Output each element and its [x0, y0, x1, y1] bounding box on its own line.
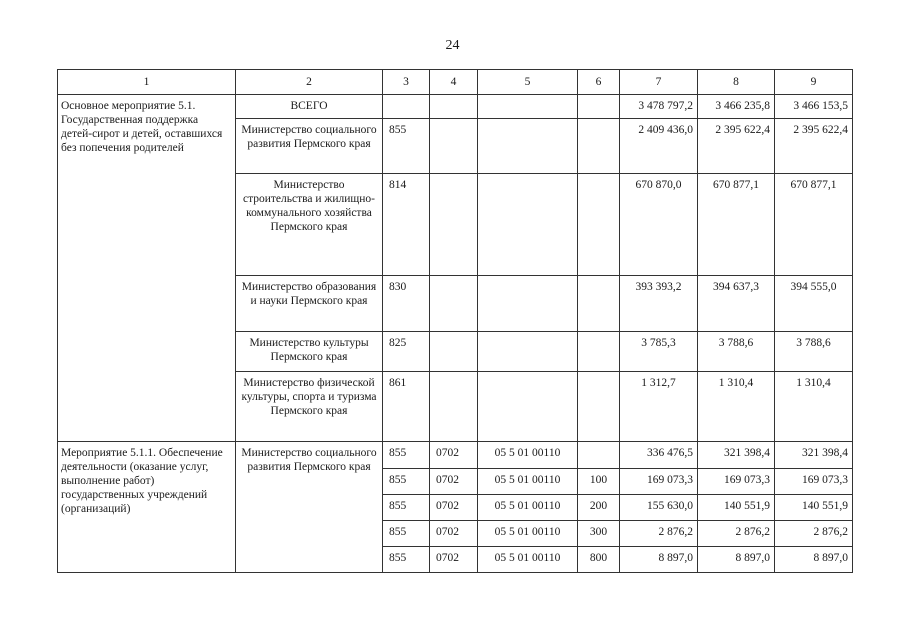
- cell-value: 140 551,9: [698, 495, 775, 521]
- cell-section: 0702: [430, 547, 478, 573]
- cell-ministry: Министерство физической культуры, спорта и туризма Пермского края: [236, 372, 383, 442]
- budget-table: [57, 69, 853, 573]
- cell-empty: [578, 174, 620, 276]
- cell-code: 855: [383, 469, 430, 495]
- cell-value: 169 073,3: [775, 469, 853, 495]
- cell-code: 814: [383, 174, 430, 276]
- cell-ministry: ВСЕГО: [236, 95, 383, 119]
- cell-ministry: Министерство культуры Пермского края: [236, 332, 383, 372]
- cell-empty: [478, 95, 578, 119]
- table-row: [58, 95, 853, 119]
- cell-ministry: Министерство образования и науки Пермского края: [236, 276, 383, 332]
- cell-code: 855: [383, 547, 430, 573]
- cell-value: 321 398,4: [775, 442, 853, 469]
- cell-value: 8 897,0: [698, 547, 775, 573]
- cell-value: 670 870,0: [620, 174, 698, 276]
- cell-code: 825: [383, 332, 430, 372]
- cell-ministry: Министерство строительства и жилищно-коммунального хозяйства Пермского края: [236, 174, 383, 276]
- cell-expense-type: [578, 442, 620, 469]
- cell-section: 0702: [430, 442, 478, 469]
- cell-section: 0702: [430, 521, 478, 547]
- header-cell: 3: [383, 70, 430, 95]
- cell-value: 2 409 436,0: [620, 119, 698, 174]
- cell-target-article: 05 5 01 00110: [478, 442, 578, 469]
- cell-code: 861: [383, 372, 430, 442]
- cell-value: 3 466 235,8: [698, 95, 775, 119]
- cell-code: 830: [383, 276, 430, 332]
- cell-target-article: 05 5 01 00110: [478, 495, 578, 521]
- header-cell: 6: [578, 70, 620, 95]
- cell-value: 336 476,5: [620, 442, 698, 469]
- page-number: 24: [445, 38, 460, 53]
- cell-value: 2 395 622,4: [698, 119, 775, 174]
- cell-empty: [430, 95, 478, 119]
- header-cell: 5: [478, 70, 578, 95]
- cell-value: 1 310,4: [775, 372, 853, 442]
- cell-empty: [578, 95, 620, 119]
- cell-expense-type: 300: [578, 521, 620, 547]
- cell-value: 169 073,3: [620, 469, 698, 495]
- cell-value: 3 478 797,2: [620, 95, 698, 119]
- cell-empty: [478, 372, 578, 442]
- header-cell: 7: [620, 70, 698, 95]
- cell-empty: [578, 332, 620, 372]
- cell-value: 2 395 622,4: [775, 119, 853, 174]
- cell-code: 855: [383, 521, 430, 547]
- cell-empty: [478, 276, 578, 332]
- cell-code: 855: [383, 495, 430, 521]
- cell-empty: [578, 119, 620, 174]
- cell-value: 169 073,3: [698, 469, 775, 495]
- cell-empty: [430, 332, 478, 372]
- header-cell: 8: [698, 70, 775, 95]
- measure-title: Мероприятие 5.1.1. Обеспечение деятельности (оказание услуг, выполнение работ) государственных учреждений (организаций): [58, 442, 236, 573]
- cell-empty: [430, 174, 478, 276]
- header-row: [58, 70, 853, 95]
- cell-expense-type: 800: [578, 547, 620, 573]
- cell-code: 855: [383, 442, 430, 469]
- cell-empty: [578, 372, 620, 442]
- cell-value: 3 466 153,5: [775, 95, 853, 119]
- cell-value: 393 393,2: [620, 276, 698, 332]
- cell-empty: [430, 372, 478, 442]
- cell-empty: [430, 276, 478, 332]
- header-cell: 9: [775, 70, 853, 95]
- cell-value: 8 897,0: [620, 547, 698, 573]
- cell-target-article: 05 5 01 00110: [478, 521, 578, 547]
- cell-empty: [478, 119, 578, 174]
- cell-value: 3 788,6: [775, 332, 853, 372]
- measure-title: Основное мероприятие 5.1. Государственная поддержка детей-сирот и детей, оставшихся без попечения родителей: [58, 95, 236, 442]
- header-cell: 1: [58, 70, 236, 95]
- table-row: [58, 442, 853, 469]
- cell-empty: [578, 276, 620, 332]
- cell-value: 2 876,2: [620, 521, 698, 547]
- header-cell: 2: [236, 70, 383, 95]
- cell-ministry: Министерство социального развития Пермского края: [236, 442, 383, 573]
- cell-value: 140 551,9: [775, 495, 853, 521]
- cell-ministry: Министерство социального развития Пермского края: [236, 119, 383, 174]
- cell-value: 670 877,1: [698, 174, 775, 276]
- cell-value: 3 788,6: [698, 332, 775, 372]
- cell-value: 394 637,3: [698, 276, 775, 332]
- cell-code: 855: [383, 119, 430, 174]
- header-cell: 4: [430, 70, 478, 95]
- cell-target-article: 05 5 01 00110: [478, 547, 578, 573]
- cell-section: 0702: [430, 495, 478, 521]
- cell-expense-type: 100: [578, 469, 620, 495]
- cell-empty: [430, 119, 478, 174]
- cell-value: 1 310,4: [698, 372, 775, 442]
- cell-section: 0702: [430, 469, 478, 495]
- cell-value: 155 630,0: [620, 495, 698, 521]
- cell-value: 2 876,2: [698, 521, 775, 547]
- cell-empty: [478, 332, 578, 372]
- cell-value: 2 876,2: [775, 521, 853, 547]
- cell-value: 8 897,0: [775, 547, 853, 573]
- cell-value: 670 877,1: [775, 174, 853, 276]
- cell-value: 1 312,7: [620, 372, 698, 442]
- cell-value: 3 785,3: [620, 332, 698, 372]
- cell-expense-type: 200: [578, 495, 620, 521]
- cell-code: [383, 95, 430, 119]
- cell-value: 394 555,0: [775, 276, 853, 332]
- cell-value: 321 398,4: [698, 442, 775, 469]
- cell-target-article: 05 5 01 00110: [478, 469, 578, 495]
- cell-empty: [478, 174, 578, 276]
